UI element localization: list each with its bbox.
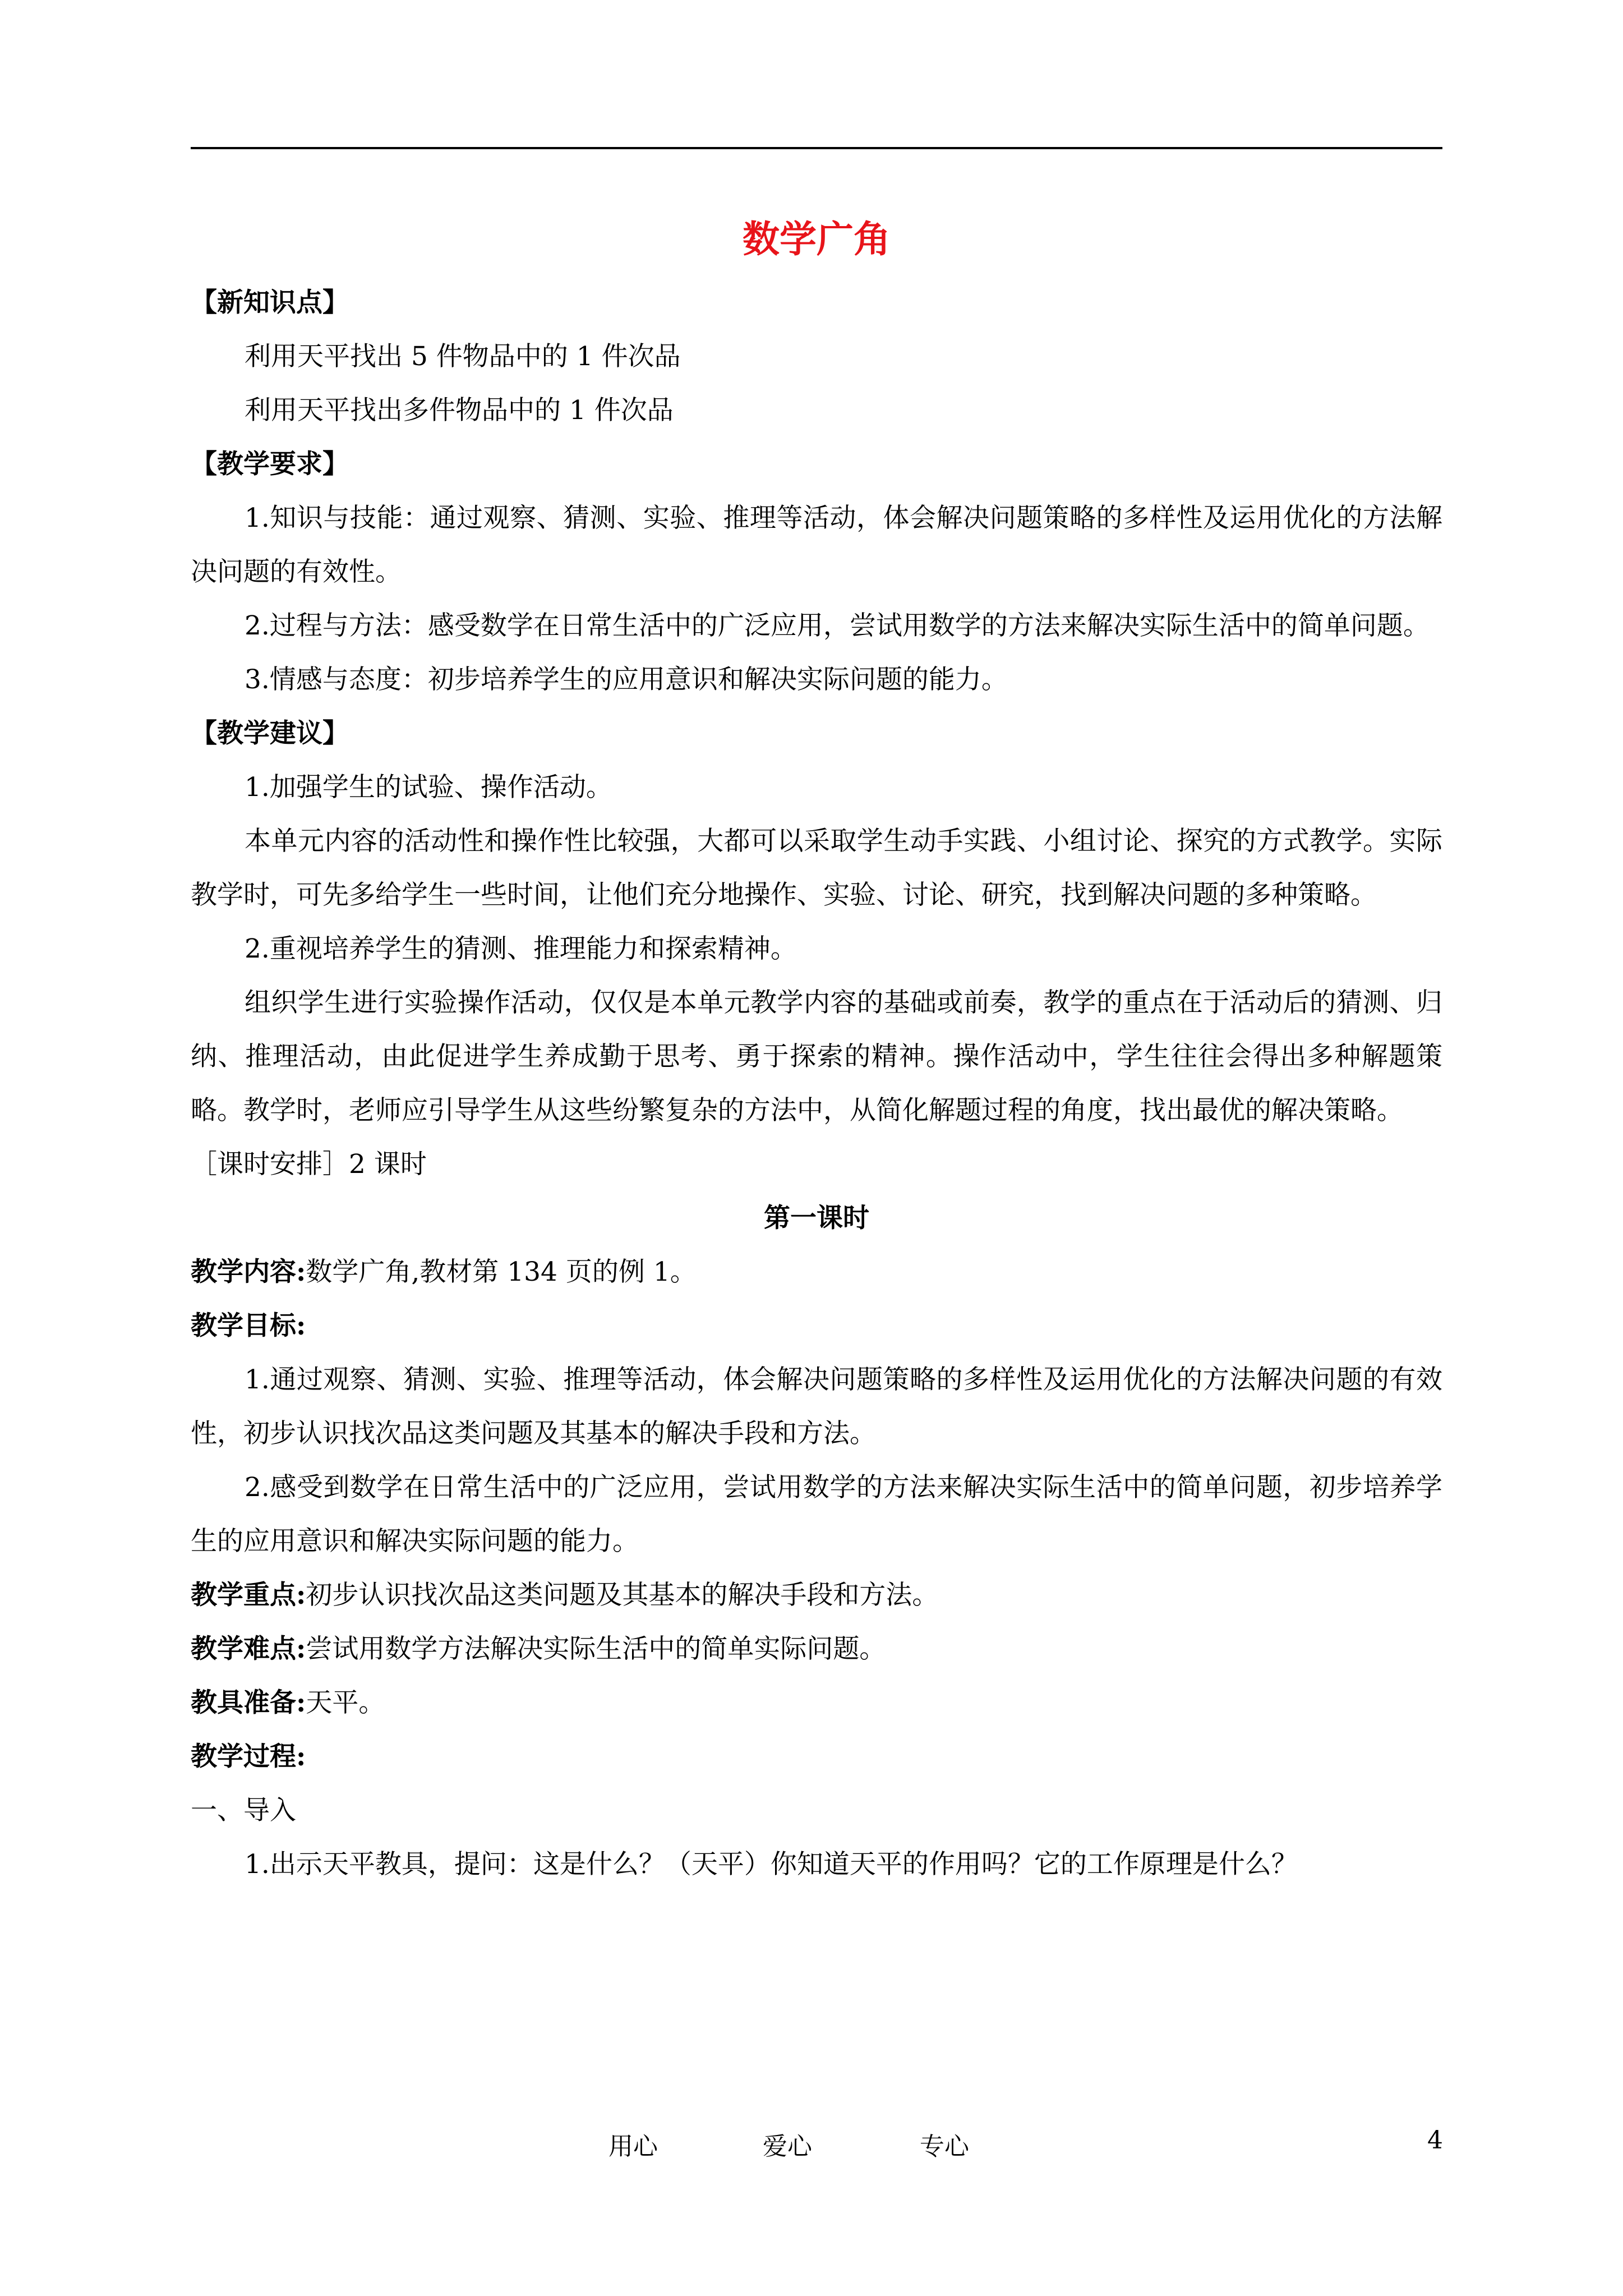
suggestion-paragraph: 1.加强学生的试验、操作活动。 [245, 772, 612, 803]
difficulty-text: 尝试用数学方法解决实际生活中的简单实际问题。 [306, 1634, 886, 1664]
requirement-paragraph: 2.过程与方法：感受数学在日常生活中的广泛应用，尝试用数学的方法来解决实际生活中的简单问题。 [245, 610, 1430, 641]
requirement-paragraph: 1.知识与技能：通过观察、猜测、实验、推理等活动，体会解决问题策略的多样性及运用优化的方法解决问题的有效性。 [191, 503, 1442, 587]
knowledge-item: 利用天平找出 5 件物品中的 1 件次品 [245, 341, 681, 372]
footer-word: 爱心 [763, 2132, 812, 2161]
page-footer [0, 2126, 1623, 2171]
tools-line [191, 1676, 1442, 1730]
page-title: 数学广角 [743, 217, 891, 261]
footer-word: 专心 [920, 2132, 969, 2161]
requirement-paragraph: 3.情感与态度：初步培养学生的应用意识和解决实际问题的能力。 [245, 664, 1008, 695]
page-number: 4 [1427, 2126, 1443, 2155]
difficulty-label: 教学难点: [191, 1634, 306, 1664]
key-point-text: 初步认识找次品这类问题及其基本的解决手段和方法。 [306, 1580, 939, 1611]
tools-text: 天平。 [306, 1687, 385, 1718]
step-item: 1.出示天平教具，提问：这是什么？（天平）你知道天平的作用吗？它的工作原理是什么？ [245, 1849, 1298, 1880]
tools-label: 教具准备: [191, 1687, 306, 1718]
content-line [191, 1245, 1442, 1299]
document-body [191, 202, 1442, 1892]
goal-paragraph: 2.感受到数学在日常生活中的广泛应用，尝试用数学的方法来解决实际生活中的简单问题，初步培养学生的应用意识和解决实际问题的能力。 [191, 1472, 1442, 1557]
key-point-line [191, 1568, 1442, 1622]
step-heading: 一、导入 [191, 1795, 296, 1826]
content-label: 教学内容: [191, 1257, 306, 1287]
section-heading-requirements: 【教学要求】 [191, 449, 349, 480]
goal-paragraph: 1.通过观察、猜测、实验、推理等活动，体会解决问题策略的多样性及运用优化的方法解决问题的有效性，初步认识找次品这类问题及其基本的解决手段和方法。 [191, 1364, 1442, 1449]
section-heading-suggestions: 【教学建议】 [191, 718, 349, 749]
suggestion-paragraph: 本单元内容的活动性和操作性比较强，大都可以采取学生动手实践、小组讨论、探究的方式教学。实际教学时，可先多给学生一些时间，让他们充分地操作、实验、讨论、研究，找到解决问题的多种策略。 [191, 826, 1442, 910]
goals-label: 教学目标: [191, 1310, 306, 1341]
footer-word: 用心 [608, 2132, 658, 2161]
suggestion-paragraph: 组织学生进行实验操作活动，仅仅是本单元教学内容的基础或前奏，教学的重点在于活动后的猜测、归纳、推理活动，由此促进学生养成勤于思考、勇于探索的精神。操作活动中，学生往往会得出多种解题策略。教学时，老师应引导学生从这些纷繁复杂的方法中，从简化解题过程的角度，找出最优的解决策略。 [191, 987, 1442, 1126]
section-heading-new-knowledge: 【新知识点】 [191, 287, 349, 318]
header-rule [191, 147, 1442, 149]
lesson-heading: 第一课时 [764, 1203, 869, 1234]
schedule-line: ［课时安排］2 课时 [191, 1149, 427, 1180]
process-label: 教学过程: [191, 1741, 306, 1772]
difficulty-line [191, 1622, 1442, 1676]
suggestion-paragraph: 2.重视培养学生的猜测、推理能力和探索精神。 [245, 933, 797, 964]
content-text: 数学广角,教材第 134 页的例 1。 [306, 1257, 697, 1287]
key-point-label: 教学重点: [191, 1580, 306, 1611]
knowledge-item: 利用天平找出多件物品中的 1 件次品 [245, 395, 674, 426]
